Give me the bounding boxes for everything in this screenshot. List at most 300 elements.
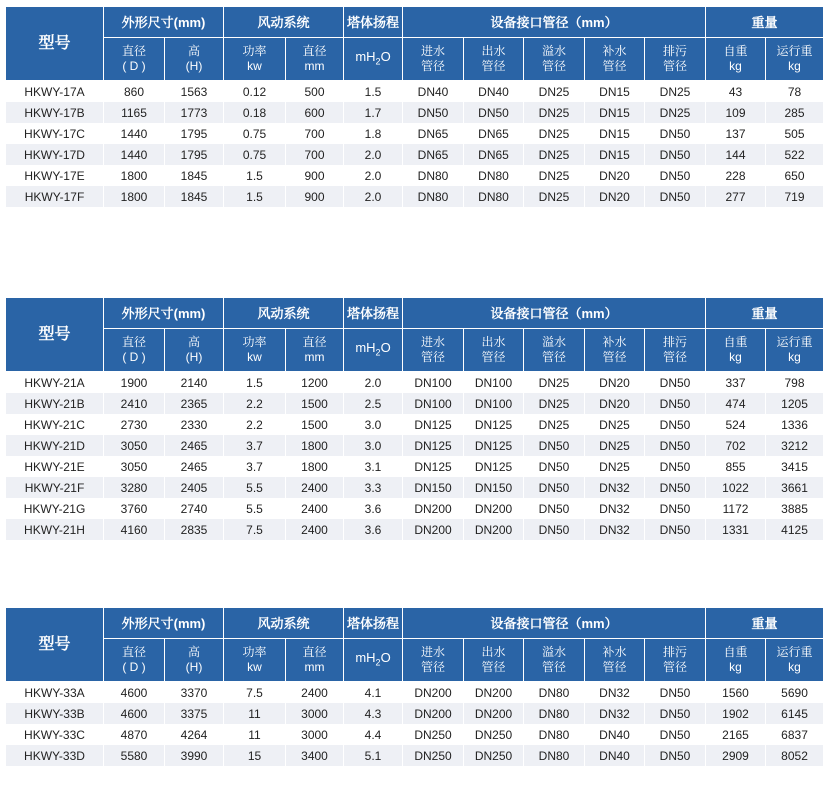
sub-header-line: 排污 [663,645,688,659]
height-cell: 1845 [165,186,224,207]
operating-weight-cell: 4125 [766,519,824,540]
drain-cell: DN50 [645,372,706,394]
outlet-cell: DN80 [464,165,524,186]
sub-header-line: 直径 [121,335,146,349]
group-header-tower-head: 塔体扬程 [344,608,403,639]
fan-diameter-cell: 900 [286,165,344,186]
sub-header-unit: kg [729,350,742,364]
makeup-cell: DN20 [585,372,645,394]
drain-cell: DN50 [645,456,706,477]
group-header-weight: 重量 [706,298,824,329]
overflow-cell: DN80 [524,745,585,766]
height-cell: 2365 [165,393,224,414]
sub-header-drain [645,639,706,682]
overflow-cell: DN25 [524,165,585,186]
sub-header-inlet [403,329,464,372]
overflow-cell: DN50 [524,519,585,540]
drain-cell: DN25 [645,102,706,123]
inlet-cell: DN200 [403,682,464,704]
operating-weight-cell: 6145 [766,703,824,724]
group-header-tower-head: 塔体扬程 [344,298,403,329]
outlet-cell: DN65 [464,144,524,165]
drain-cell: DN50 [645,435,706,456]
overflow-cell: DN50 [524,456,585,477]
dry-weight-cell: 277 [706,186,766,207]
inlet-cell: DN125 [403,456,464,477]
dry-weight-cell: 144 [706,144,766,165]
head-unit-text: mH [355,339,376,355]
dry-weight-cell: 337 [706,372,766,394]
header-row-groups [6,298,824,329]
table-row [6,123,824,144]
sub-header-line: 自重 [723,44,748,58]
fan-diameter-cell: 700 [286,144,344,165]
model-cell: HKWY-17C [6,123,104,144]
table-header [6,7,824,81]
operating-weight-cell: 719 [766,186,824,207]
operating-weight-cell: 3415 [766,456,824,477]
spec-table [5,6,824,207]
fan-diameter-cell: 600 [286,102,344,123]
outlet-cell: DN200 [464,498,524,519]
sub-header-diameter [104,38,165,81]
power-cell: 3.7 [224,456,286,477]
diameter-cell: 1800 [104,165,165,186]
outlet-cell: DN125 [464,435,524,456]
sub-header-outlet [464,38,524,81]
sub-header-line: 高 [187,335,200,349]
sub-header-unit: 管径 [421,59,446,73]
sub-header-line: 进水 [421,645,446,659]
power-cell: 0.75 [224,144,286,165]
sub-header-line: 出水 [481,335,506,349]
head-unit-text: mH [355,48,376,64]
sub-header-height [165,329,224,372]
sub-header-fan-diameter [286,38,344,81]
drain-cell: DN50 [645,703,706,724]
power-cell: 5.5 [224,498,286,519]
outlet-cell: DN65 [464,123,524,144]
fan-diameter-cell: 3400 [286,745,344,766]
table-row [6,144,824,165]
makeup-cell: DN32 [585,477,645,498]
inlet-cell: DN40 [403,81,464,103]
group-header-connections: 设备接口管径（mm） [403,298,706,329]
dry-weight-cell: 43 [706,81,766,103]
sub-header-head-unit [344,329,403,372]
fan-diameter-cell: 2400 [286,477,344,498]
sub-header-inlet [403,639,464,682]
sub-header-unit: 管径 [481,350,506,364]
table-row [6,393,824,414]
sub-header-line: 高 [187,44,200,58]
height-cell: 2465 [165,456,224,477]
height-cell: 2330 [165,414,224,435]
model-cell: HKWY-21G [6,498,104,519]
header-row-subs [6,38,824,81]
overflow-cell: DN80 [524,724,585,745]
head-cell: 2.0 [344,165,403,186]
sub-header-unit: (H) [185,660,203,674]
diameter-cell: 3050 [104,435,165,456]
operating-weight-cell: 650 [766,165,824,186]
sub-header-height [165,639,224,682]
height-cell: 4264 [165,724,224,745]
group-header-fan-system: 风动系统 [224,608,344,639]
sub-header-line: 直径 [121,645,146,659]
fan-diameter-cell: 900 [286,186,344,207]
sub-header-overflow [524,639,585,682]
operating-weight-cell: 505 [766,123,824,144]
diameter-cell: 1900 [104,372,165,394]
head-cell: 3.1 [344,456,403,477]
makeup-cell: DN15 [585,123,645,144]
dry-weight-cell: 524 [706,414,766,435]
fan-diameter-cell: 2400 [286,682,344,704]
sub-header-operating-weight [766,329,824,372]
sub-header-line: 溢水 [542,335,567,349]
operating-weight-cell: 285 [766,102,824,123]
table-row [6,372,824,394]
overflow-cell: DN50 [524,498,585,519]
makeup-cell: DN40 [585,745,645,766]
model-cell: HKWY-21H [6,519,104,540]
height-cell: 3375 [165,703,224,724]
head-unit-tail: O [380,339,391,355]
operating-weight-cell: 6837 [766,724,824,745]
sub-header-overflow [524,329,585,372]
inlet-cell: DN65 [403,123,464,144]
diameter-cell: 3760 [104,498,165,519]
head-unit-subscript: 2 [375,56,381,67]
fan-diameter-cell: 700 [286,123,344,144]
operating-weight-cell: 3661 [766,477,824,498]
table-header [6,608,824,682]
dry-weight-cell: 1331 [706,519,766,540]
header-row-groups [6,7,824,38]
head-cell: 4.3 [344,703,403,724]
head-unit-subscript: 2 [375,657,381,668]
height-cell: 3990 [165,745,224,766]
sub-header-line: 补水 [602,645,627,659]
drain-cell: DN50 [645,144,706,165]
header-row-subs [6,639,824,682]
sub-header-diameter [104,639,165,682]
table-row [6,435,824,456]
diameter-cell: 4870 [104,724,165,745]
power-cell: 3.7 [224,435,286,456]
fan-diameter-cell: 1800 [286,456,344,477]
model-cell: HKWY-17B [6,102,104,123]
fan-diameter-cell: 2400 [286,519,344,540]
head-cell: 1.7 [344,102,403,123]
fan-diameter-cell: 2400 [286,498,344,519]
model-cell: HKWY-33B [6,703,104,724]
sub-header-line: 运行重 [776,335,813,349]
overflow-cell: DN25 [524,123,585,144]
power-cell: 5.5 [224,477,286,498]
group-header-weight: 重量 [706,608,824,639]
power-cell: 7.5 [224,519,286,540]
model-cell: HKWY-17F [6,186,104,207]
sub-header-unit: 管径 [663,350,688,364]
sub-header-line: 进水 [421,44,446,58]
overflow-cell: DN25 [524,102,585,123]
inlet-cell: DN80 [403,165,464,186]
table-row [6,414,824,435]
diameter-cell: 2410 [104,393,165,414]
model-cell: HKWY-21A [6,372,104,394]
sub-header-unit: mm [304,660,325,674]
fan-diameter-cell: 1200 [286,372,344,394]
drain-cell: DN50 [645,165,706,186]
operating-weight-cell: 3212 [766,435,824,456]
sub-header-line: 功率 [242,335,267,349]
table-row [6,186,824,207]
head-unit-tail: O [380,48,391,64]
drain-cell: DN50 [645,682,706,704]
drain-cell: DN50 [645,724,706,745]
sub-header-operating-weight [766,639,824,682]
inlet-cell: DN125 [403,414,464,435]
head-cell: 3.3 [344,477,403,498]
model-cell: HKWY-33C [6,724,104,745]
inlet-cell: DN65 [403,144,464,165]
sub-header-unit: (H) [185,350,203,364]
table-row [6,682,824,704]
outlet-cell: DN125 [464,456,524,477]
sub-header-unit: kw [247,660,262,674]
inlet-cell: DN250 [403,745,464,766]
sub-header-makeup [585,38,645,81]
inlet-cell: DN80 [403,186,464,207]
sub-header-line: 补水 [602,335,627,349]
sub-header-line: 直径 [121,44,146,58]
fan-diameter-cell: 1800 [286,435,344,456]
overflow-cell: DN80 [524,682,585,704]
operating-weight-cell: 3885 [766,498,824,519]
drain-cell: DN50 [645,393,706,414]
height-cell: 2835 [165,519,224,540]
group-header-weight: 重量 [706,7,824,38]
sub-header-operating-weight [766,38,824,81]
inlet-cell: DN50 [403,102,464,123]
overflow-cell: DN50 [524,477,585,498]
sub-header-overflow [524,38,585,81]
model-cell: HKWY-21E [6,456,104,477]
sub-header-unit: (H) [185,59,203,73]
head-cell: 3.6 [344,519,403,540]
sub-header-unit: 管径 [602,59,627,73]
sub-header-power [224,329,286,372]
sub-header-line: 功率 [242,44,267,58]
sub-header-line: 排污 [663,44,688,58]
power-cell: 11 [224,703,286,724]
sub-header-line: 直径 [302,44,327,58]
diameter-cell: 1440 [104,123,165,144]
sub-header-unit: kg [788,59,801,73]
makeup-cell: DN25 [585,456,645,477]
spec-table [5,297,824,540]
overflow-cell: DN25 [524,393,585,414]
fan-diameter-cell: 3000 [286,724,344,745]
dry-weight-cell: 474 [706,393,766,414]
sub-header-line: 出水 [481,44,506,58]
sub-header-unit: 管径 [663,660,688,674]
sub-header-line: 运行重 [776,645,813,659]
overflow-cell: DN25 [524,186,585,207]
makeup-cell: DN20 [585,165,645,186]
operating-weight-cell: 798 [766,372,824,394]
sub-header-unit: 管径 [542,59,567,73]
sub-header-unit: ( D ) [122,59,146,73]
operating-weight-cell: 8052 [766,745,824,766]
sub-header-outlet [464,329,524,372]
makeup-cell: DN25 [585,414,645,435]
table-row [6,456,824,477]
model-cell: HKWY-17D [6,144,104,165]
sub-header-unit: 管径 [602,660,627,674]
height-cell: 1563 [165,81,224,103]
sub-header-unit: 管径 [481,660,506,674]
overflow-cell: DN25 [524,81,585,103]
dry-weight-cell: 1172 [706,498,766,519]
outlet-cell: DN150 [464,477,524,498]
outlet-cell: DN100 [464,372,524,394]
inlet-cell: DN100 [403,372,464,394]
sub-header-unit: mm [304,350,325,364]
group-header-tower-head: 塔体扬程 [344,7,403,38]
head-cell: 5.1 [344,745,403,766]
inlet-cell: DN100 [403,393,464,414]
sub-header-line: 运行重 [776,44,813,58]
drain-cell: DN50 [645,498,706,519]
diameter-cell: 1165 [104,102,165,123]
diameter-cell: 4600 [104,682,165,704]
power-cell: 0.18 [224,102,286,123]
height-cell: 1773 [165,102,224,123]
dry-weight-cell: 702 [706,435,766,456]
power-cell: 11 [224,724,286,745]
header-model: 型号 [6,298,104,372]
table-row [6,703,824,724]
drain-cell: DN25 [645,81,706,103]
group-header-dimensions: 外形尺寸(mm) [104,7,224,38]
outlet-cell: DN250 [464,745,524,766]
operating-weight-cell: 1205 [766,393,824,414]
model-cell: HKWY-33A [6,682,104,704]
outlet-cell: DN50 [464,102,524,123]
inlet-cell: DN200 [403,519,464,540]
table-row [6,745,824,766]
operating-weight-cell: 78 [766,81,824,103]
table-row [6,477,824,498]
power-cell: 1.5 [224,186,286,207]
drain-cell: DN50 [645,186,706,207]
table-body [6,81,824,208]
makeup-cell: DN20 [585,186,645,207]
sub-header-unit: 管径 [421,350,446,364]
fan-diameter-cell: 1500 [286,393,344,414]
header-model: 型号 [6,7,104,81]
dry-weight-cell: 2909 [706,745,766,766]
head-cell: 4.4 [344,724,403,745]
sub-header-unit: kw [247,350,262,364]
sub-header-unit: 管径 [542,350,567,364]
sub-header-drain [645,329,706,372]
spec-table [5,607,824,766]
drain-cell: DN50 [645,123,706,144]
header-row-subs [6,329,824,372]
dry-weight-cell: 1560 [706,682,766,704]
overflow-cell: DN50 [524,435,585,456]
sub-header-line: 直径 [302,645,327,659]
inlet-cell: DN200 [403,703,464,724]
sub-header-unit: ( D ) [122,660,146,674]
makeup-cell: DN15 [585,144,645,165]
outlet-cell: DN200 [464,682,524,704]
outlet-cell: DN200 [464,703,524,724]
makeup-cell: DN32 [585,682,645,704]
dry-weight-cell: 109 [706,102,766,123]
head-cell: 3.0 [344,435,403,456]
overflow-cell: DN25 [524,372,585,394]
diameter-cell: 1440 [104,144,165,165]
sub-header-unit: 管径 [481,59,506,73]
sub-header-unit: 管径 [663,59,688,73]
inlet-cell: DN250 [403,724,464,745]
head-cell: 3.0 [344,414,403,435]
sub-header-unit: kg [729,660,742,674]
outlet-cell: DN40 [464,81,524,103]
sub-header-height [165,38,224,81]
overflow-cell: DN25 [524,144,585,165]
dry-weight-cell: 137 [706,123,766,144]
diameter-cell: 3050 [104,456,165,477]
diameter-cell: 4160 [104,519,165,540]
power-cell: 2.2 [224,414,286,435]
sub-header-line: 溢水 [542,44,567,58]
height-cell: 1795 [165,123,224,144]
sub-header-power [224,38,286,81]
dry-weight-cell: 2165 [706,724,766,745]
model-cell: HKWY-21D [6,435,104,456]
sub-header-outlet [464,639,524,682]
group-header-dimensions: 外形尺寸(mm) [104,298,224,329]
outlet-cell: DN80 [464,186,524,207]
sub-header-line: 直径 [302,335,327,349]
makeup-cell: DN32 [585,703,645,724]
sub-header-head-unit [344,639,403,682]
table-row [6,165,824,186]
model-cell: HKWY-17E [6,165,104,186]
diameter-cell: 2730 [104,414,165,435]
sub-header-unit: 管径 [602,350,627,364]
head-cell: 2.0 [344,144,403,165]
fan-diameter-cell: 1500 [286,414,344,435]
dry-weight-cell: 855 [706,456,766,477]
sub-header-diameter [104,329,165,372]
model-cell: HKWY-17A [6,81,104,103]
diameter-cell: 1800 [104,186,165,207]
outlet-cell: DN250 [464,724,524,745]
diameter-cell: 4600 [104,703,165,724]
power-cell: 2.2 [224,393,286,414]
overflow-cell: DN25 [524,414,585,435]
sub-header-line: 溢水 [542,645,567,659]
operating-weight-cell: 1336 [766,414,824,435]
sub-header-unit: 管径 [542,660,567,674]
